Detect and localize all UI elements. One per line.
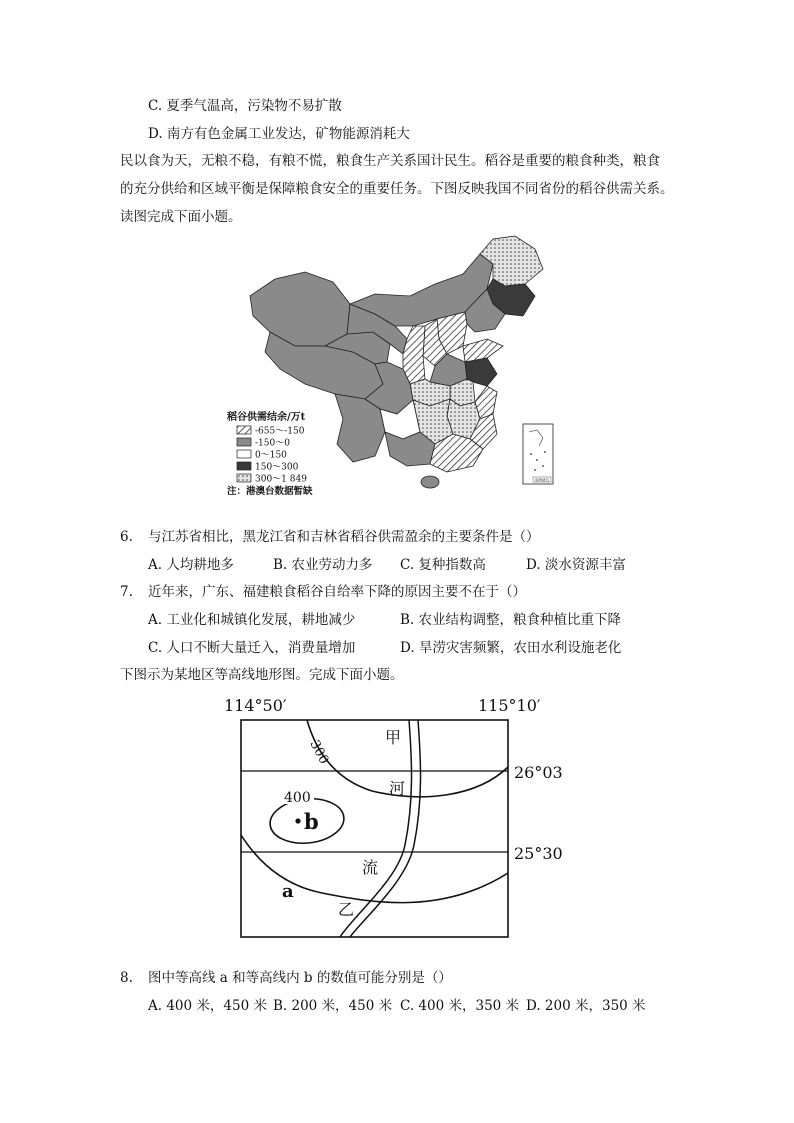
q8-option-d[interactable]: D. 200 米，350 米 — [526, 998, 646, 1014]
passage1-line1: 民以食为天，无粮不稳，有粮不慌，粮食生产关系国计民生。稻谷是重要的粮食种类，粮食 — [120, 153, 660, 169]
char-jia: 甲 — [385, 728, 402, 747]
lat-bottom-label: 25°30′ — [514, 844, 562, 863]
point-b-marker — [295, 818, 300, 823]
passage2: 下图示为某地区等高线地形图。完成下面小题。 — [120, 667, 404, 683]
lon-right-label: 115°10′ — [478, 696, 541, 715]
q6-stem: 与江苏省相比，黑龙江省和吉林省稻谷供需盈余的主要条件是（） — [148, 529, 540, 545]
lon-left-label: 114°50′ — [224, 696, 287, 715]
legend-item-1: -655～-150 — [255, 426, 305, 437]
q7-option-d[interactable]: D. 旱涝灾害频繁，农田水利设施老化 — [400, 640, 622, 656]
inset-label: 南海诸岛 — [535, 478, 549, 482]
passage1-line3: 读图完成下面小题。 — [120, 209, 242, 225]
prev-option-c: C. 夏季气温高，污染物不易扩散 — [148, 98, 342, 114]
map-legend — [226, 410, 313, 496]
q8-option-b[interactable]: B. 200 米，450 米 — [273, 998, 393, 1014]
legend-item-3: 0～150 — [255, 450, 287, 461]
q7-option-c[interactable]: C. 人口不断大量迁入，消费量增加 — [148, 640, 356, 656]
legend-item-5: 300～1 849 — [255, 474, 307, 485]
q8-number: 8. — [120, 970, 133, 986]
contour-map-svg — [222, 695, 562, 940]
contour-map — [222, 695, 562, 940]
q7-number: 7. — [120, 584, 133, 600]
q6-number: 6. — [120, 529, 133, 545]
legend-item-4: 150～300 — [255, 462, 299, 473]
q7-option-b[interactable]: B. 农业结构调整，粮食种植比重下降 — [400, 612, 622, 628]
china-map-svg — [225, 234, 555, 496]
map-note: 注：港澳台数据暂缺 — [227, 486, 313, 496]
region-hainan — [421, 476, 439, 488]
q8-option-c[interactable]: C. 400 米，350 米 — [400, 998, 520, 1014]
q8-stem: 图中等高线 a 和等高线内 b 的数值可能分别是（） — [148, 970, 452, 986]
q6-option-b[interactable]: B. 农业劳动力多 — [273, 557, 373, 573]
q6-option-d[interactable]: D. 淡水资源丰富 — [526, 557, 626, 573]
contour-a-label: a — [282, 881, 294, 902]
char-liu: 流 — [362, 858, 379, 877]
lat-top-label: 26°03′ — [514, 763, 562, 782]
passage1-line2: 的充分供给和区域平衡是保障粮食安全的重要任务。下图反映我国不同省份的稻谷供需关系。 — [120, 181, 674, 197]
char-yi: 乙 — [338, 900, 355, 919]
q8-option-a[interactable]: A. 400 米，450 米 — [148, 998, 267, 1014]
q7-stem: 近年来，广东、福建粮食稻谷自给率下降的原因主要不在于（） — [148, 584, 526, 600]
china-rice-map — [225, 234, 555, 496]
south-china-sea-inset — [523, 424, 553, 484]
legend-item-2: -150～0 — [255, 438, 290, 449]
point-b-label: b — [304, 809, 319, 834]
contour-300-label: 300 — [306, 737, 332, 767]
char-he: 河 — [389, 779, 406, 798]
legend-title: 稻谷供需结余/万t — [227, 412, 306, 423]
region-xinjiang — [250, 272, 350, 346]
contour-400-label: 400 — [284, 790, 311, 806]
prev-option-d: D. 南方有色金属工业发达，矿物能源消耗大 — [148, 126, 410, 142]
q6-option-c[interactable]: C. 复种指数高 — [400, 557, 486, 573]
q7-option-a[interactable]: A. 工业化和城镇化发展，耕地减少 — [148, 612, 356, 628]
q6-option-a[interactable]: A. 人均耕地多 — [148, 557, 234, 573]
map-frame — [241, 720, 508, 937]
